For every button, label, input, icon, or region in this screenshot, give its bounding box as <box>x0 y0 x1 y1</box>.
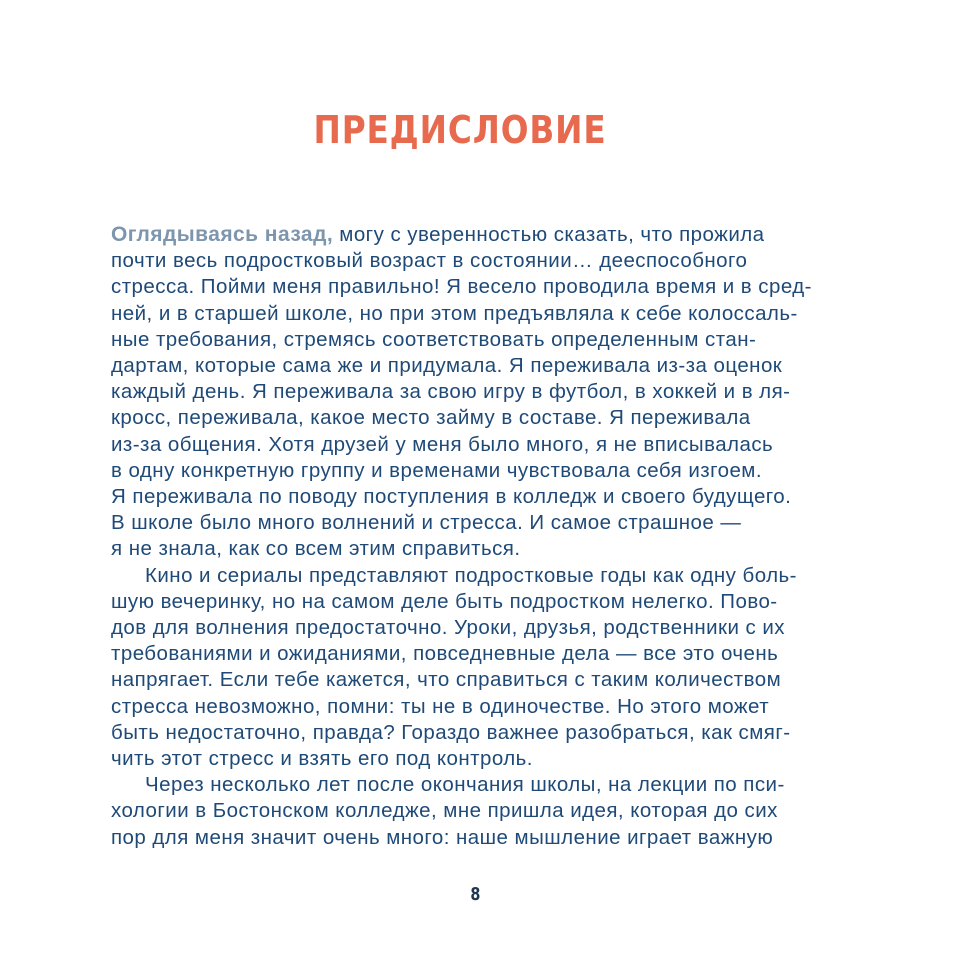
page-title: ПРЕДИСЛОВИЕ <box>313 108 607 152</box>
text-line: ней, и в старшей школе, но при этом предъявляла к себе колоссаль- <box>111 301 798 325</box>
text-line <box>111 222 871 248</box>
text-line: шую вечеринку, но на самом деле быть подростком нелегко. Пово- <box>111 589 778 613</box>
text-line: требованиями и ожиданиями, повседневные дела — все это очень <box>111 642 779 666</box>
text-line: из-за общения. Хотя друзей у меня было много, я не вписывалась <box>111 432 774 456</box>
body-text <box>111 222 871 851</box>
text-line-paragraph-start: Кино и сериалы представляют подростковые годы как одну боль- <box>145 563 797 587</box>
text-line: дов для волнения предостаточно. Уроки, друзья, родственники с их <box>111 616 785 640</box>
text-line: ные требования, стремясь соответствовать определенным стан- <box>111 327 757 351</box>
text-line: стресса невозможно, помни: ты не в одиночестве. Но этого может <box>111 694 770 718</box>
text-line: я не знала, как со всем этим справиться. <box>111 537 521 561</box>
text-line: почти весь подростковый возраст в состоянии… дееспособного <box>111 249 748 273</box>
text-line-paragraph-start: Через несколько лет после окончания школы, на лекции по пси- <box>145 773 785 797</box>
text-line-fragment: могу с уверенностью сказать, что прожила <box>333 223 765 246</box>
text-line: пор для меня значит очень много: наше мышление играет важную <box>111 825 774 849</box>
text-line: хологии в Бостонском колледже, мне пришла идея, которая до сих <box>111 799 778 823</box>
page-number: 8 <box>470 884 481 905</box>
text-line: Я переживала по поводу поступления в колледж и своего будущего. <box>111 485 792 509</box>
text-line: быть недостаточно, правда? Гораздо важнее разобраться, как смяг- <box>111 720 791 744</box>
text-line: дартам, которые сама же и придумала. Я переживала из-за оценок <box>111 354 783 378</box>
text-line: каждый день. Я переживала за свою игру в футбол, в хоккей и в ля- <box>111 380 791 404</box>
text-line: напрягает. Если тебе кажется, что справиться с таким количеством <box>111 668 782 692</box>
text-line: В школе было много волнений и стресса. И самое страшное — <box>111 511 742 535</box>
text-line: в одну конкретную группу и временами чувствовала себя изгоем. <box>111 458 762 482</box>
text-line: стресса. Пойми меня правильно! Я весело проводила время и в сред- <box>111 275 812 299</box>
text-line: кросс, переживала, какое место займу в составе. Я переживала <box>111 406 751 430</box>
text-line: чить этот стресс и взять его под контроль. <box>111 747 533 771</box>
lead-in-text: Оглядываясь назад, <box>111 223 334 246</box>
